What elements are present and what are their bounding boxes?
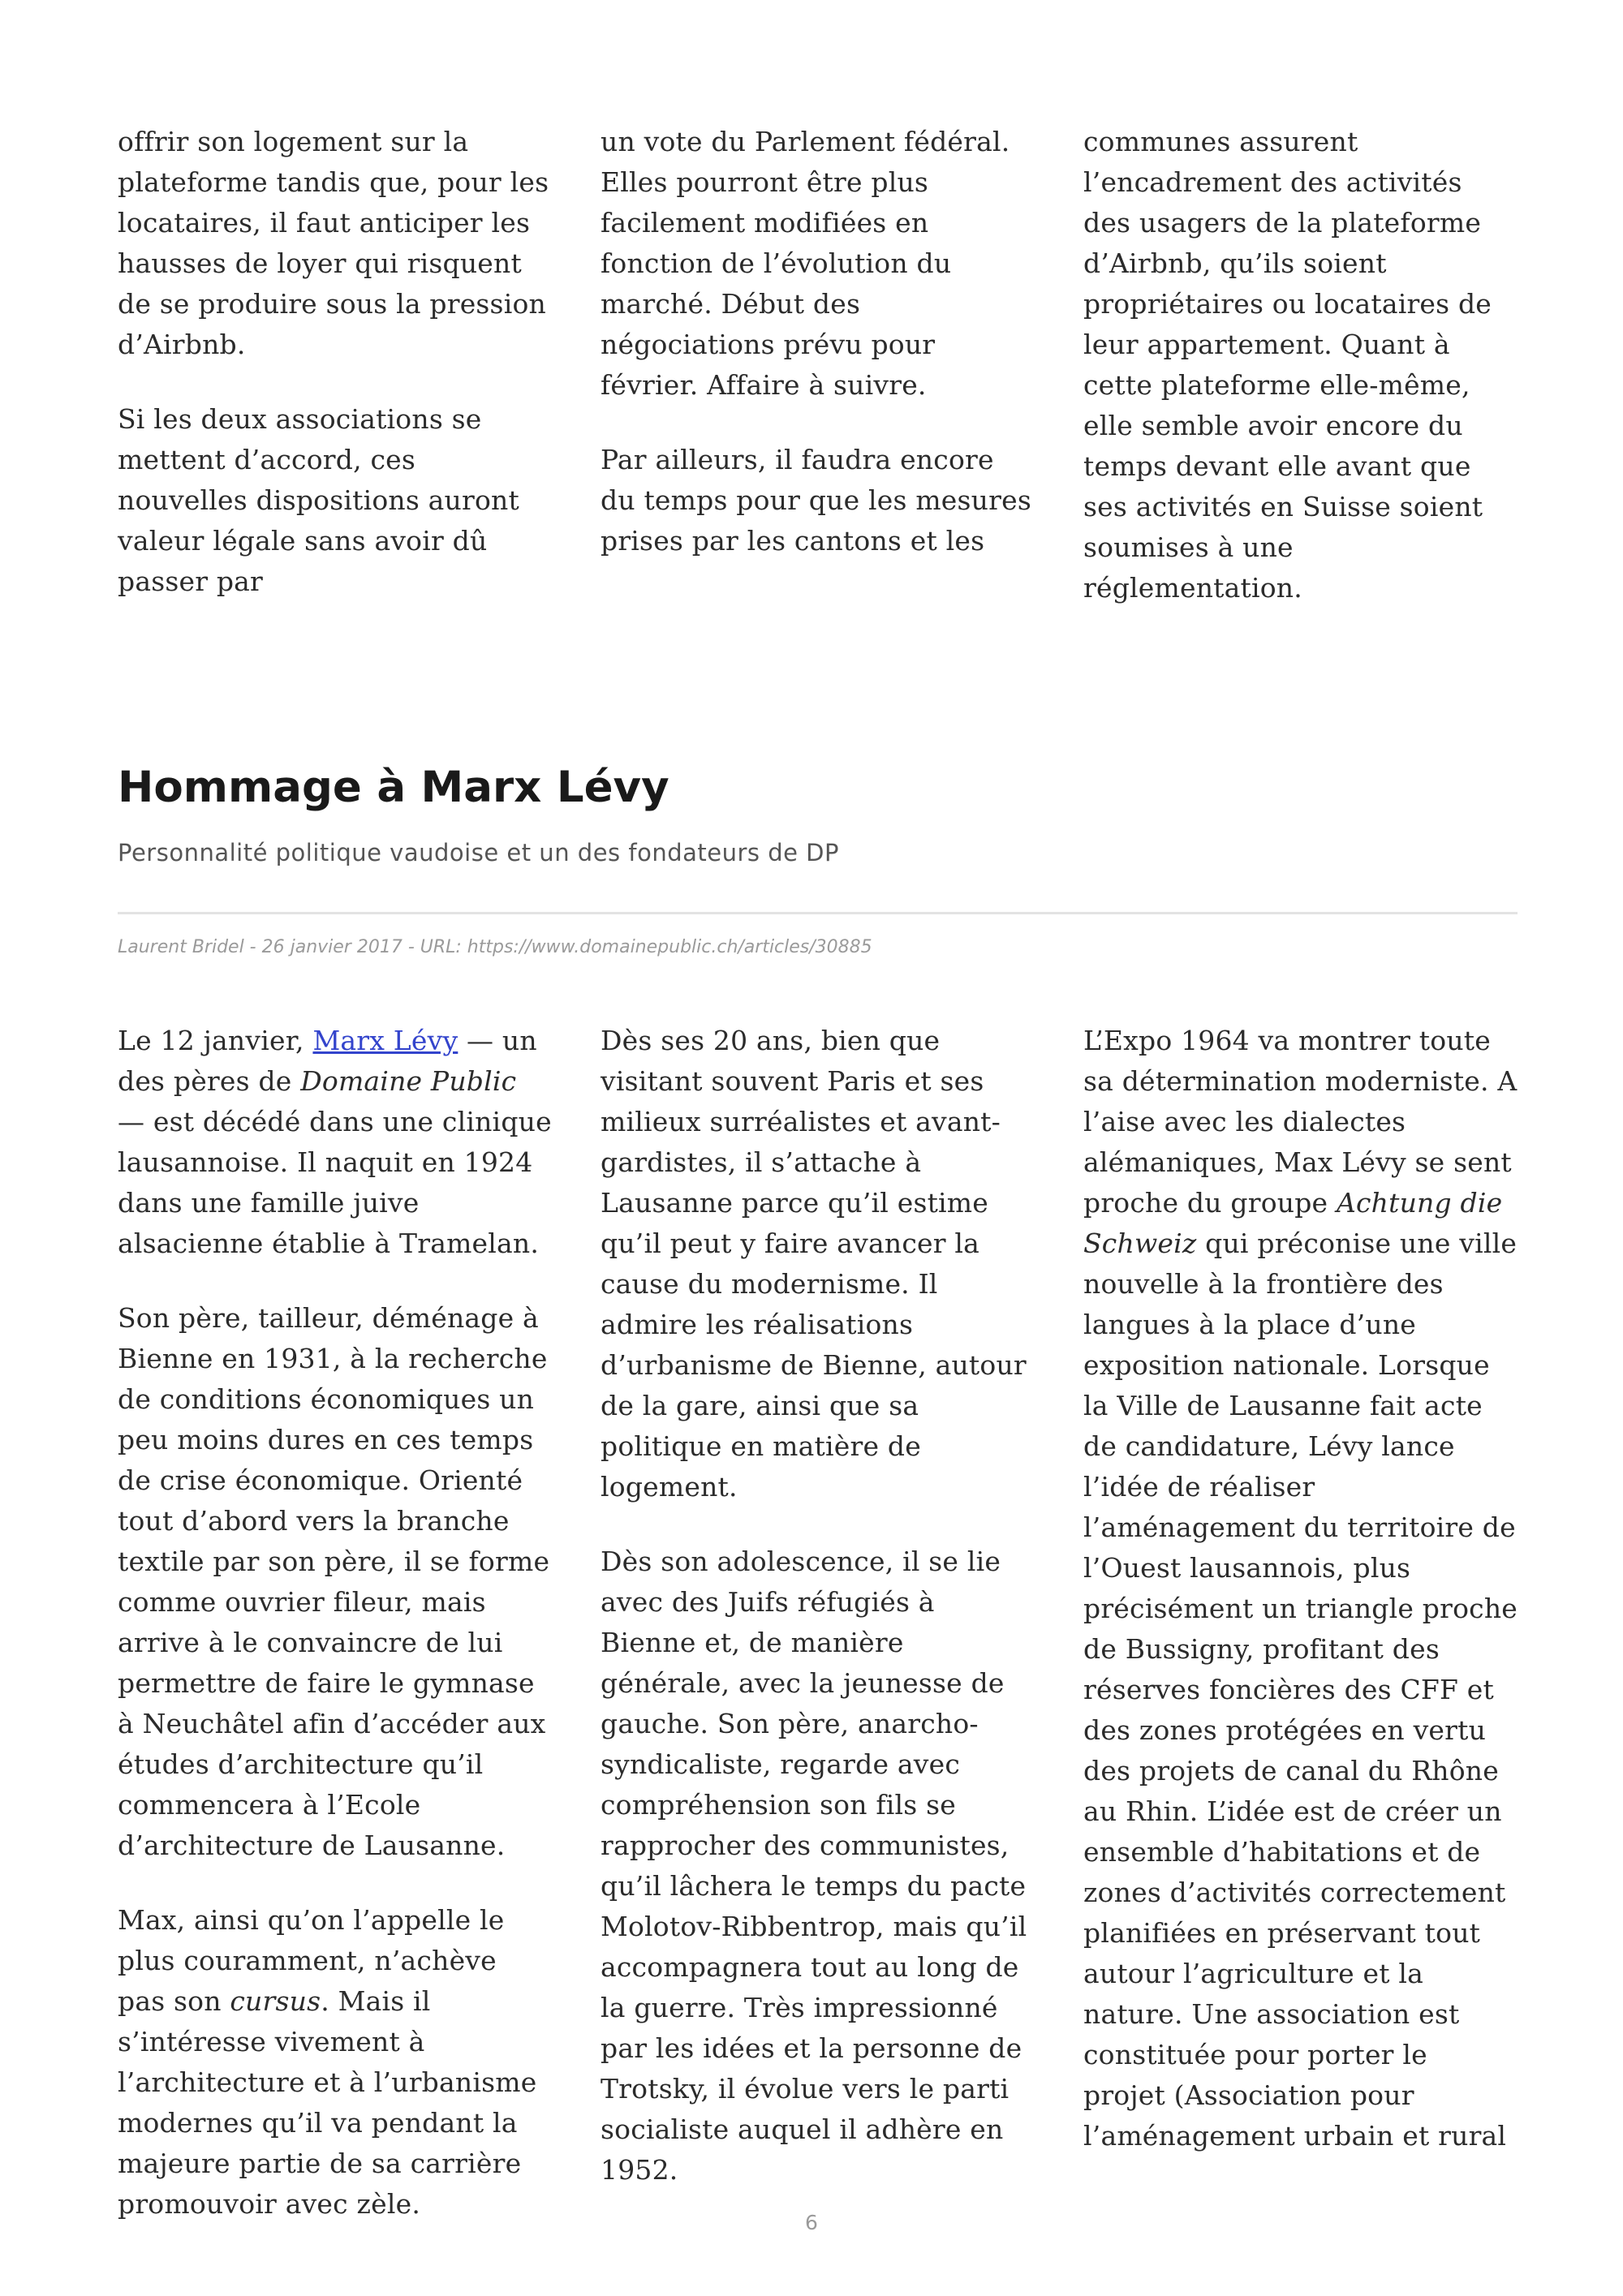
column-1 (118, 122, 552, 608)
article-subtitle: Personnalité politique vaudoise et un des fondateurs de DP (118, 839, 840, 866)
paragraph: Son père, tailleur, déménage à Bienne en 1931, à la recherche de conditions économiques un peu moins dures en ces temps de crise économique. Orienté tout d’abord vers la branche textile par son père, il se forme comme ouvrier fileur, mais arrive à le convaincre de lui permettre de faire le gymnase à Neuchâtel afin d’accéder aux études d’architecture qu’il commencera à l’Ecole d’architecture de Lausanne. (118, 1302, 550, 1861)
paragraph: Dès ses 20 ans, bien que visitant souvent Paris et ses milieux surréalistes et avant-gardistes, il s’attache à Lausanne parce qu’il estime qu’il peut y faire avancer la cause du modernisme. Il admire les réalisations d’urbanisme de Bienne, autour de la gare, ainsi que sa politique en matière de logement. (601, 1025, 1027, 1503)
article-meta: Laurent Bridel - 26 janvier 2017 - URL: https://www.domainepublic.ch/articles/30885 (118, 937, 872, 957)
article-columns (118, 1021, 1518, 2225)
emphasis: Achtung die Schweiz (1083, 1187, 1503, 1259)
column-1 (118, 1021, 552, 2225)
marx-levy-link[interactable]: Marx Lévy (312, 1025, 458, 1056)
divider (118, 912, 1518, 914)
paragraph: Par ailleurs, il faudra encore du temps pour que les mesures prises par les cantons et les (601, 444, 1031, 557)
paragraph (1083, 1021, 1518, 2156)
column-3 (1083, 1021, 1518, 2225)
page-number: 6 (805, 2211, 818, 2234)
paragraph: un vote du Parlement fédéral. Elles pourront être plus facilement modifiées en fonction de l’évolution du marché. Début des négociations prévu pour février. Affaire à suivre. (601, 126, 1010, 401)
text-run: Max, ainsi qu’on l’appelle le plus couramment, n’achève pas son (118, 1904, 505, 2017)
paragraph (118, 1021, 552, 1264)
text-run: L’Expo 1964 va montrer toute sa détermination moderniste. A l’aise avec les dialectes alémaniques, Max Lévy se sent proche du groupe (1083, 1025, 1518, 1219)
column-3 (1083, 122, 1518, 608)
article-title: Hommage à Marx Lévy (118, 763, 669, 812)
emphasis: Domaine Public (300, 1065, 517, 1097)
paragraph: communes assurent l’encadrement des activités des usagers de la plateforme d’Airbnb, qu’ils soient propriétaires ou locataires de leur appartement. Quant à cette plateforme elle-même, elle semble avoir encore du temps devant elle avant que ses activités en Suisse soient soumises à une réglementation. (1083, 126, 1492, 604)
text-run: Le 12 janvier, (118, 1025, 313, 1056)
paragraph (118, 1900, 552, 2225)
emphasis: cursus (230, 1985, 321, 2017)
column-2 (601, 122, 1035, 608)
column-2 (601, 1021, 1035, 2225)
paragraph: offrir son logement sur la plateforme tandis que, pour les locataires, il faut anticiper les hausses de loyer qui risquent de se produire sous la pression d’Airbnb. (118, 126, 549, 360)
text-run: — un des pères de (118, 1025, 537, 1097)
continued-article-columns (118, 122, 1518, 608)
paragraph: Dès son adolescence, il se lie avec des Juifs réfugiés à Bienne et, de manière générale, avec la jeunesse de gauche. Son père, anarcho-syndicaliste, regarde avec compréhension son fils se rapprocher des communistes, qu’il lâchera le temps du pacte Molotov-Ribbentrop, mais qu’il accompagnera tout au long de la guerre. Très impressionné par les idées et la personne de Trotsky, il évolue vers le parti socialiste auquel il adhère en 1952. (601, 1546, 1027, 2186)
text-run: . Mais il s’intéresse vivement à l’architecture et à l’urbanisme modernes qu’il va pendant la majeure partie de sa carrière promouvoir avec zèle. (118, 1985, 537, 2220)
paragraph: Si les deux associations se mettent d’accord, ces nouvelles dispositions auront valeur légale sans avoir dû passer par (118, 403, 519, 597)
text-run: — est décédé dans une clinique lausannoise. Il naquit en 1924 dans une famille juive alsacienne établie à Tramelan. (118, 1106, 552, 1259)
text-run: qui préconise une ville nouvelle à la frontière des langues à la place d’une exposition nationale. Lorsque la Ville de Lausanne fait acte de candidature, Lévy lance l’idée de réaliser l’aménagement du territoire de l’Ouest lausannois, plus précisément un triangle proche de Bussigny, profitant des réserves foncières des CFF et des zones protégées en vertu des projets de canal du Rhône au Rhin. L’idée est de créer un ensemble d’habitations et de zones d’activités correctement planifiées en préservant tout autour l’agriculture et la nature. Une association est constituée pour porter le projet (Association pour l’aménagement urbain et rural (1083, 1228, 1518, 2152)
